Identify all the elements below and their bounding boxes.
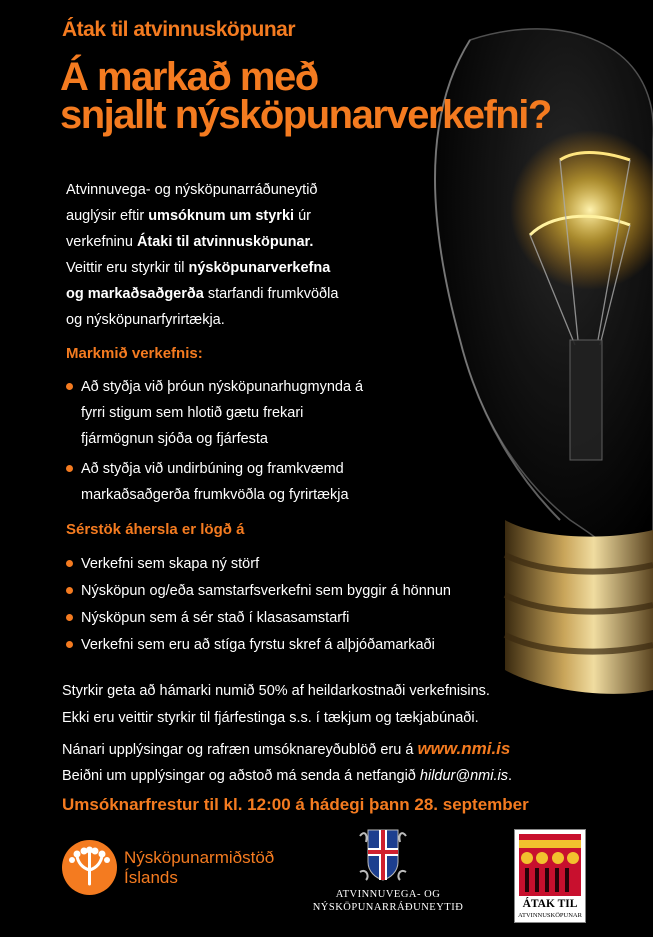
website-link[interactable]: www.nmi.is xyxy=(417,739,511,758)
info-contact xyxy=(62,768,512,784)
info-grant-limit: Styrkir geta að hámarki numið 50% af heildarkostnaði verkefnisins. xyxy=(62,683,490,699)
intro-bold: nýsköpunarverkefna xyxy=(188,260,331,276)
intro-text: starfandi frumkvöðla xyxy=(203,286,339,302)
list-item-text: fyrri stigum sem hlotið gætu frekari xyxy=(81,405,304,421)
nmi-tree-logo-icon xyxy=(62,840,117,895)
list-item xyxy=(66,578,506,605)
bullet-dot-icon xyxy=(66,587,73,594)
headline xyxy=(60,55,640,137)
kicker: Átak til atvinnusköpunar xyxy=(62,18,296,41)
list-item-text: Nýsköpun sem á sér stað í klasasamstarfi xyxy=(81,610,350,626)
atak-til-atvinnuskopunar-logo-icon xyxy=(514,829,586,923)
nmi-name-line: Nýsköpunarmiðstöð xyxy=(124,848,275,867)
intro-bold: Átaki til atvinnusköpunar. xyxy=(136,234,314,250)
nmi-name xyxy=(124,848,274,888)
info-text: . xyxy=(507,768,512,784)
emphasis-title: Sérstök áhersla er lögð á xyxy=(66,521,245,538)
intro-paragraph xyxy=(66,177,396,333)
intro-line xyxy=(66,255,396,281)
intro-bold: og markaðsaðgerða xyxy=(66,286,204,302)
list-item xyxy=(66,456,406,508)
bullet-dot-icon xyxy=(66,465,73,472)
list-item-text: fjármögnun sjóða og fjárfesta xyxy=(81,431,268,447)
list-item-text: Að styðja við þróun nýsköpunarhugmynda á xyxy=(81,379,364,395)
ministry-name-line: NÝSKÖPUNARRÁÐUNEYTIÐ xyxy=(312,902,464,913)
list-item-text: Verkefni sem eru að stíga fyrstu skref á alþjóðamarkaði xyxy=(81,637,435,653)
intro-text: Veittir eru styrkir til xyxy=(66,260,189,276)
bullet-dot-icon xyxy=(66,383,73,390)
intro-bold: umsóknum um styrki xyxy=(148,208,295,224)
list-item xyxy=(66,605,506,632)
intro-line: Atvinnuvega- og nýsköpunarráðuneytið xyxy=(66,182,318,198)
intro-line xyxy=(66,203,396,229)
list-item-text: Nýsköpun og/eða samstarfsverkefni sem byggir á hönnun xyxy=(81,583,451,599)
atak-logo-emblem xyxy=(519,834,581,896)
emphasis-list xyxy=(66,551,506,659)
goals-list xyxy=(66,374,406,512)
bullet-dot-icon xyxy=(66,560,73,567)
intro-text: úr xyxy=(294,208,311,224)
atak-logo-text: ÁTAK TIL xyxy=(522,898,578,910)
icelandic-coat-of-arms-icon xyxy=(358,828,408,882)
list-item-text: Verkefni sem skapa ný störf xyxy=(81,556,260,572)
atak-logo-subtext: ATVINNUSKÖPUNAR xyxy=(518,912,582,919)
list-item xyxy=(66,551,506,578)
email-link[interactable]: hildur@nmi.is xyxy=(419,768,508,784)
intro-text: auglýsir eftir xyxy=(66,208,149,224)
intro-text: verkefninu xyxy=(66,234,137,250)
list-item xyxy=(66,374,406,452)
info-text: Beiðni um upplýsingar og aðstoð má senda á netfangið xyxy=(62,768,420,784)
nmi-name-line: Íslands xyxy=(124,868,178,887)
list-item-text: Að styðja við undirbúning og framkvæmd xyxy=(81,461,344,477)
goals-title: Markmið verkefnis: xyxy=(66,345,203,362)
headline-line-2: snjallt nýsköpunarverkefni? xyxy=(60,93,551,137)
headline-line-1: Á markað með xyxy=(60,55,318,99)
deadline: Umsóknarfrestur til kl. 12:00 á hádegi þann 28. september xyxy=(62,795,529,814)
intro-line xyxy=(66,281,396,307)
intro-line: og nýsköpunarfyrirtækja. xyxy=(66,312,225,328)
intro-line xyxy=(66,229,396,255)
info-text: Nánari upplýsingar og rafræn umsóknareyðublöð eru á xyxy=(62,742,418,758)
list-item xyxy=(66,632,506,659)
bullet-dot-icon xyxy=(66,641,73,648)
ministry-name xyxy=(308,888,468,914)
bullet-dot-icon xyxy=(66,614,73,621)
ministry-name-line: ATVINNUVEGA- OG xyxy=(335,889,441,900)
info-exclusions: Ekki eru veittir styrkir til fjárfestinga s.s. í tækjum og tækjabúnaði. xyxy=(62,710,479,726)
list-item-text: markaðsaðgerða frumkvöðla og fyrirtækja xyxy=(81,487,349,503)
info-website xyxy=(62,739,510,759)
